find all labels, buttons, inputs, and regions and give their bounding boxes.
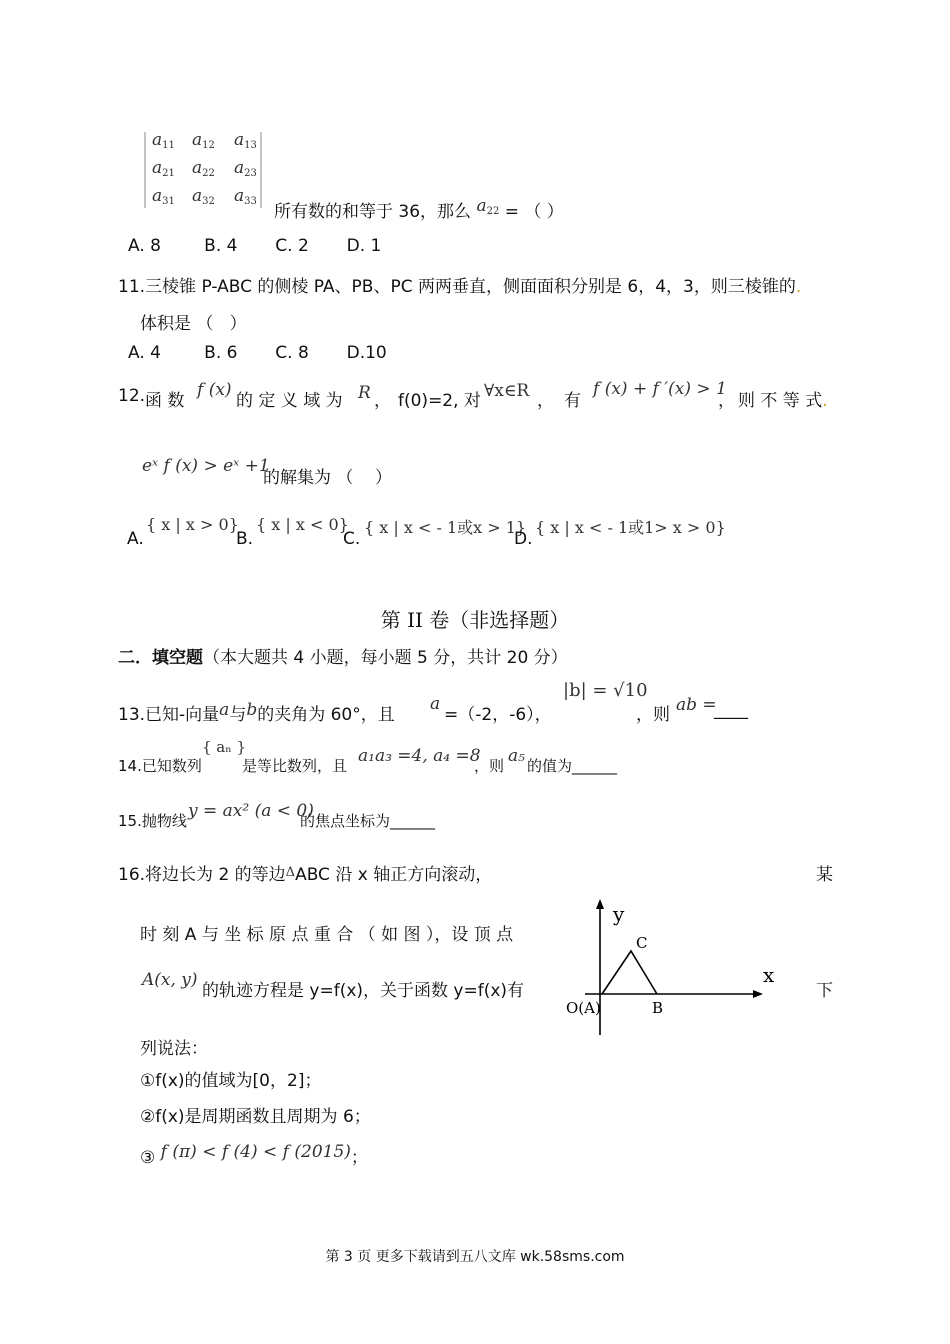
q13-ab: ab =: [676, 695, 717, 715]
x-label: x: [763, 963, 775, 987]
q12-comma: ，: [374, 391, 391, 411]
q16-xia: 下: [816, 981, 833, 1001]
q14-cond: a₁a₃ =4, a₄ =8: [358, 746, 481, 766]
y-label: y: [613, 902, 625, 926]
q16-figure: [555, 895, 795, 1040]
matrix-cell: $a_{12}$: [192, 130, 215, 151]
q13-a-value: =（-2，-6），: [444, 705, 552, 725]
matrix-cell: $a_{31}$: [152, 186, 175, 207]
q12-comma: ，: [537, 391, 554, 411]
matrix-cell: $a_{21}$: [152, 158, 175, 179]
q12-opt-a-label: A.: [127, 529, 144, 549]
q14-a5: a₅: [508, 746, 525, 766]
q14-t4: 的值为______: [527, 757, 618, 775]
page-footer: 第 3 页 更多下载请到五八文库 wk.58sms.com: [325, 1249, 625, 1265]
q14-t3: ，则: [474, 757, 505, 775]
q15-t2: 的焦点坐标为______: [300, 812, 436, 830]
q16-line1: 16.将边长为 2 的等边$^\Delta$ABC 沿 x 轴正方向滚动，: [118, 865, 493, 885]
matrix-cell: $a_{32}$: [192, 186, 215, 207]
q16-Axy: A(x, y): [142, 970, 198, 990]
matrix-cell: $a_{22}$: [192, 158, 215, 179]
q12-comma: ，: [718, 391, 735, 411]
q10-matrix: [140, 128, 266, 212]
b-label: B: [652, 999, 664, 1017]
origin-label: O(A): [566, 999, 601, 1017]
q12-opt-b: { x | x < 0}: [256, 515, 349, 534]
q15-eq: y = ax² (a < 0): [188, 801, 314, 821]
matrix-cell: $a_{11}$: [152, 130, 175, 151]
part2-title: 第 II 卷（非选择题）: [380, 608, 570, 632]
q15-t1: 15.抛物线: [118, 812, 187, 830]
q13-a-vec: a: [430, 694, 441, 714]
q12-fx: f (x): [197, 380, 232, 400]
q16-line4: 列说法：: [140, 1039, 208, 1059]
q12-ineq1: f (x) + f ′(x) > 1: [593, 379, 727, 399]
q14-seq: { aₙ }: [202, 738, 247, 756]
q14-t1: 14.已知数列: [118, 757, 202, 775]
q13-normb: |b| = √10: [563, 680, 648, 701]
q16-item3: ③ f (π) < f (4) < f (2015)；: [140, 1142, 368, 1168]
triangle-abc: [602, 951, 657, 994]
q10-target: $a_{22}$: [476, 196, 500, 217]
q12-forall: ∀x∈R: [484, 381, 530, 401]
q12-opt-b-label: B.: [236, 529, 254, 549]
q12-opt-c: { x | x < - 1或x > 1}: [364, 518, 527, 537]
q10-stem: 所有数的和等于 36，那么 $a_{22}$ = （ ）: [274, 196, 564, 222]
q16-item2: ②f(x)是周期函数且周期为 6；: [140, 1107, 371, 1127]
x-axis-arrow: [753, 990, 763, 998]
q12-R: R: [358, 383, 371, 403]
q16-item1: ①f(x)的值域为[0，2]；: [140, 1071, 322, 1091]
c-label: C: [636, 934, 648, 952]
q16-line2: 时 刻 A 与 坐 标 原 点 重 合 （ 如 图 ），设 顶 点: [140, 925, 514, 945]
q12-opt-c-label: C.: [343, 529, 361, 549]
q12-word: 有: [564, 391, 581, 411]
q10-options: A. 8 B. 4 C. 2 D. 1: [128, 236, 382, 256]
q12-solve: 的解集为 （ ）: [263, 468, 393, 488]
matrix-cell: $a_{33}$: [234, 186, 257, 207]
q13-blank: ____: [714, 700, 748, 720]
q12-word: 则 不 等 式.: [738, 391, 828, 411]
q12-cond1: f(0)=2, 对: [398, 391, 481, 411]
q11-options: A. 4 B. 6 C. 8 D.10: [128, 343, 387, 363]
q13-then: ，则: [636, 705, 670, 725]
q12-opt-a: { x | x > 0}: [146, 515, 239, 534]
q16-mou: 某: [816, 865, 833, 885]
q12-word: 函 数: [145, 391, 185, 411]
matrix-cell: $a_{13}$: [234, 130, 257, 151]
q12-num: 12.: [118, 386, 146, 406]
matrix-cell: $a_{23}$: [234, 158, 257, 179]
q12-opt-d-label: D.: [514, 529, 533, 549]
section2-header: 二．填空题（本大题共 4 小题，每小题 5 分，共计 20 分）: [118, 648, 568, 668]
q12-ineq2: eˣ f (x) > eˣ +1: [142, 456, 270, 476]
q16-line3: 的轨迹方程是 y=f(x)，关于函数 y=f(x)有: [202, 981, 525, 1001]
q13-line: 13.已知-向量a与b的夹角为 60°，且: [118, 700, 395, 725]
q14-t2: 是等比数列，且: [242, 757, 348, 775]
y-axis-arrow: [596, 899, 604, 909]
q12-opt-d: { x | x < - 1或1> x > 0}: [535, 518, 726, 537]
q12-word: 的 定 义 域 为: [236, 391, 343, 411]
q11-line2: 体积是 （ ）: [140, 314, 247, 334]
q11-line1: 11.三棱锥 P-ABC 的侧棱 PA、PB、PC 两两垂直，侧面面积分别是 6，4，3，则三棱锥的.: [118, 277, 802, 297]
